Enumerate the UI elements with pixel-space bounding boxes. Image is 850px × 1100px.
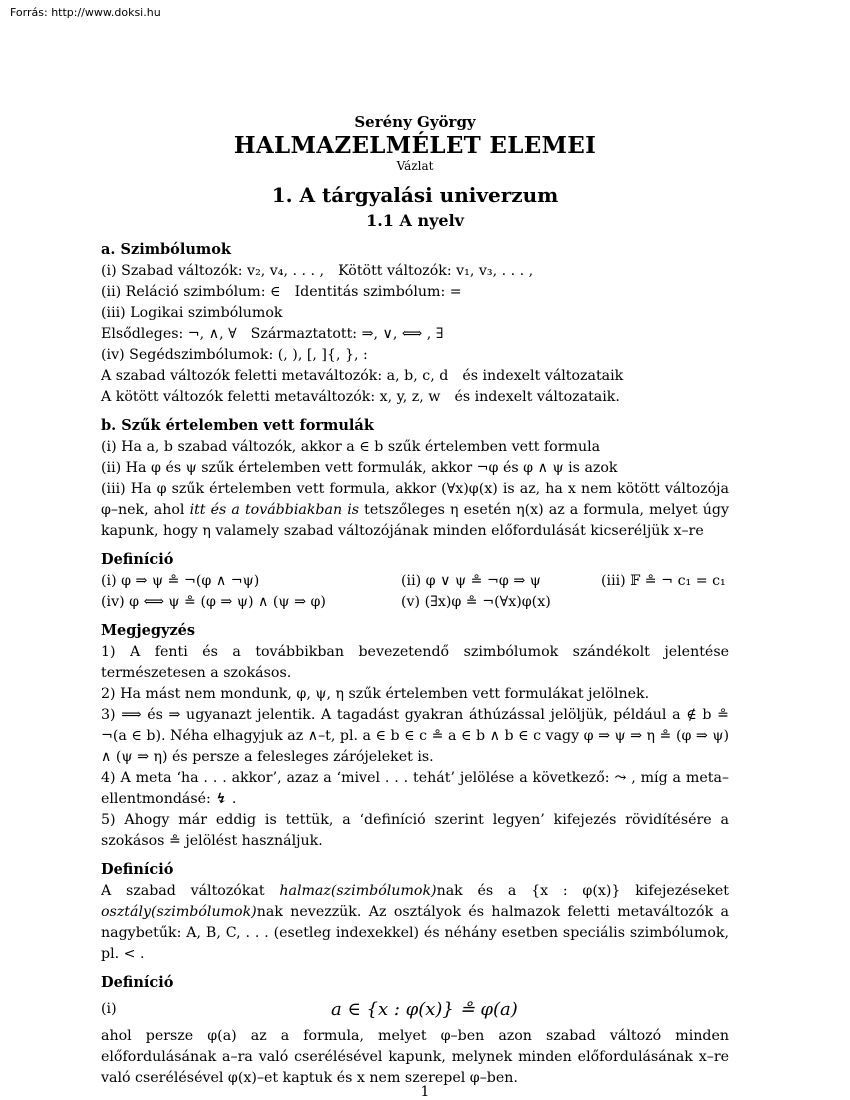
source-note: Forrás: http://www.doksi.hu [10, 6, 161, 19]
formulas-p3-text: (iii) Ha φ szűk értelemben vett formula, akkor (∀x)φ(x) is az, ha x nem kötött változója φ–nek, ahol [101, 481, 729, 518]
definition-row [101, 592, 729, 613]
remark-item-text: 4) A meta ‘ha . . . akkor’, azaz a ‘mivel . . . tehát’ jelölése a következő: ⤳ , míg a meta–ellentmondásé: [101, 770, 729, 807]
symbols-line [101, 282, 729, 303]
formula: a ∈ {x : φ(x)} ≗ φ(a) [331, 999, 518, 1020]
definition-row [101, 571, 729, 592]
definition-text: ahol persze φ(a) az a formula, melyet φ–ben azon szabad változó minden előfordulásának a–ra való cserélésével kapunk, melynek minden előfordulásának x–re való cserélésével φ(x)–et kaptuk és x nem szerepel φ–ben. [101, 1028, 729, 1086]
symbols-line-left: (iii) Logikai szimbólumok [101, 305, 283, 321]
symbols-line-right: Kötött változók: v₁, v₃, . . . , [338, 263, 534, 279]
formulas-p2: (ii) Ha φ és ψ szűk értelemben vett formulák, akkor ¬φ és φ ∧ ψ is azok [101, 460, 618, 476]
document-page [101, 112, 729, 1089]
remark-item: 3) ⟹ és ⇒ ugyanazt jelentik. A tagadást gyakran áthúzással jelöljük, például a ∉ b ≗ ¬(a ∈ b). Néha elhagyjuk az ∧–t, pl. a ∈ b ∈ c ≗ a ∈ b ∧ b ∈ c vagy φ ⇒ ψ ⇒ η ≗ (φ ⇒ ψ) ∧ (ψ ⇒ η) és persze a felesleges zárójeleket is. [101, 707, 729, 765]
contradiction-icon: ↯ [214, 791, 229, 807]
definition-cell: (i) φ ⇒ ψ ≗ ¬(φ ∧ ¬ψ) [101, 573, 260, 589]
subsection-title: 1.1 A nyelv [366, 211, 464, 230]
section-title: 1. A tárgyalási univerzum [271, 183, 559, 207]
formulas-p3-emphasis: itt és a továbbiakban is [189, 502, 360, 518]
symbols-line [101, 345, 729, 366]
symbols-heading: a. Szimbólumok [101, 241, 231, 258]
remark-item: 1) A fenti és a továbbikban bevezetendő szimbólumok szándékolt jelentése természetesen a szokásos. [101, 644, 729, 681]
symbols-line-left: Elsődleges: ¬, ∧, ∀ [101, 326, 237, 342]
definition-cell: (iv) φ ⟺ ψ ≗ (φ ⇒ ψ) ∧ (ψ ⇒ φ) [101, 594, 326, 610]
symbols-line-right: Identitás szimbólum: = [294, 284, 462, 300]
document-subtitle: Vázlat [396, 159, 434, 173]
symbols-line-left: (ii) Reláció szimbólum: ∈ [101, 284, 281, 300]
remark-item: 4) A meta ‘ha . . . akkor’, azaz a ‘mivel . . . tehát’ jelölése a következő: ⤳ , míg a meta–ellentmondásé: ↯ . [101, 768, 729, 810]
definition-text [101, 881, 729, 965]
page-number: 1 [420, 1084, 430, 1100]
symbols-line [101, 366, 729, 387]
definition-cell: (ii) φ ∨ ψ ≗ ¬φ ⇒ ψ [401, 573, 541, 589]
definition-text-part: A szabad változókat [101, 883, 280, 899]
definition-cell: (iii) 𝔽 ≗ ¬ c₁ = c₁ [601, 573, 726, 589]
symbols-line-left: (iv) Segédszimbólumok: (, ), [, ]{, }, : [101, 347, 368, 363]
remark-item: 2) Ha mást nem mondunk, φ, ψ, η szűk értelemben vett formulákat jelölnek. [101, 686, 650, 702]
definition-heading: Definíció [101, 974, 174, 991]
symbols-line-right: és indexelt változataik [462, 368, 624, 384]
formulas-p3 [101, 479, 729, 542]
symbols-line [101, 324, 729, 345]
symbols-line [101, 261, 729, 282]
definition-table [101, 571, 729, 613]
symbols-line-left: (i) Szabad változók: v₂, v₄, . . . , [101, 263, 325, 279]
definition-heading: Definíció [101, 861, 174, 878]
symbols-list [101, 261, 729, 408]
remark-heading: Megjegyzés [101, 622, 196, 639]
definition-term: halmaz(szimbólumok) [279, 883, 437, 899]
definition-heading: Definíció [101, 551, 174, 568]
formulas-p3-text-end: tetszőleges η esetén η(x) az a formula, melyet úgy kapunk, hogy η valamely szabad változójának minden előfordulását kicseréljük x–re [101, 502, 729, 539]
definition-term: osztály(szimbólumok) [101, 904, 257, 920]
definition-text-part: nak nevezzük. Az osztályok és halmazok feletti metaváltozók a nagybetűk: A, B, C, . . . (esetleg indexekkel) és néhány esetben speciális szimbólumok, pl. < . [101, 904, 729, 962]
symbols-line-right: és indexelt változataik. [454, 389, 620, 405]
symbols-line-right: Származtatott: ⇒, ∨, ⟺ , ∃ [250, 326, 444, 342]
definition-cell: (v) (∃x)φ ≗ ¬(∀x)φ(x) [401, 594, 551, 610]
definition-cell [601, 592, 729, 613]
symbols-line [101, 387, 729, 408]
formulas-p1: (i) Ha a, b szabad változók, akkor a ∈ b szűk értelemben vett formula [101, 439, 601, 455]
symbols-line [101, 303, 729, 324]
formulas-heading: b. Szűk értelemben vett formulák [101, 417, 374, 434]
symbols-line-left: A kötött változók feletti metaváltozók: x, y, z, w [101, 389, 441, 405]
remark-item: 5) Ahogy már eddig is tettük, a ‘definíció szerint legyen’ kifejezés rövidítésére a szokásos ≗ jelölést használjuk. [101, 812, 729, 849]
symbols-line-left: A szabad változók feletti metaváltozók: a, b, c, d [101, 368, 449, 384]
document-title: HALMAZELMÉLET ELEMEI [233, 132, 597, 159]
author: Serény György [354, 113, 476, 131]
definition-text-part: nak és a {x : φ(x)} kifejezéseket [436, 883, 730, 899]
display-formula [101, 999, 729, 1020]
formula-label: (i) [101, 1001, 117, 1017]
